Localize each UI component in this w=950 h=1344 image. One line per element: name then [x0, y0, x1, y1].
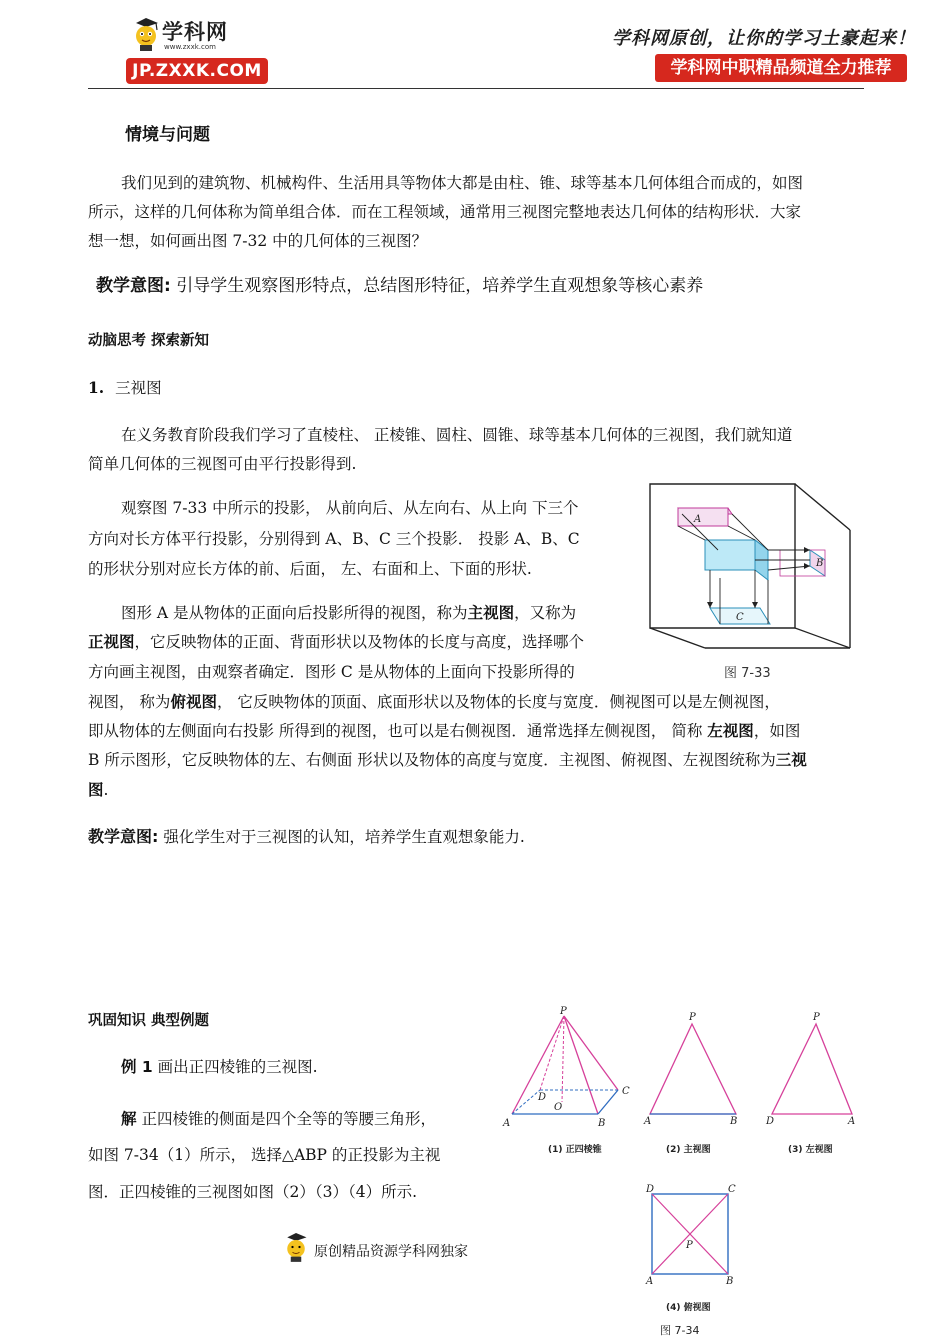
- label-b: B: [816, 558, 824, 569]
- mascot-icon: [282, 1230, 310, 1264]
- svg-text:C: C: [728, 1184, 736, 1195]
- paragraph-line: 方向画主视图，由观察者确定．图形 C 是从物体的上面向下投影所得的: [88, 663, 575, 681]
- svg-text:B: B: [598, 1118, 606, 1129]
- top-view-figure: [645, 1184, 736, 1313]
- header-banner[interactable]: 学科网中职精品频道全力推荐: [655, 54, 907, 82]
- list-item-label: 三视图: [115, 379, 162, 397]
- paragraph-line: 方向对长方体平行投影，分别得到 A、B、C 三个投影． 投影 A、B、C: [88, 530, 580, 548]
- section-heading-context: 情境与问题: [125, 125, 210, 145]
- intent-label: 教学意图:: [88, 827, 159, 846]
- solution-line: 如图 7-34（1）所示， 选择△ABP 的正投影为主视: [88, 1146, 441, 1164]
- example-1: [121, 1057, 318, 1077]
- solution-line: 图．正四棱锥的三视图如图（2）（3）（4）所示.: [88, 1183, 418, 1201]
- svg-text:B: B: [726, 1276, 734, 1287]
- intent-text: 引导学生观察图形特点，总结图形特征，培养学生直观想象等核心素养: [170, 276, 704, 296]
- list-item-title: [88, 378, 162, 398]
- teaching-intent: [88, 827, 525, 847]
- logo-name: 学科网: [162, 20, 228, 44]
- svg-text:A: A: [644, 1116, 652, 1127]
- paragraph-line: 想一想，如何画出图 7-32 中的几何体的三视图？: [88, 232, 428, 250]
- paragraph-line: 图.: [88, 781, 109, 799]
- section-heading-explore: 动脑思考 探索新知: [88, 333, 210, 349]
- intent-text: 强化学生对于三视图的认知，培养学生直观想象能力.: [158, 828, 525, 846]
- svg-text:A: A: [503, 1118, 511, 1129]
- header-slogan: 学科网原创，让你的学习土豪起来！: [612, 28, 916, 49]
- paragraph-line: 即从物体的左侧面向右投影 所得到的视图，也可以是右侧视图．通常选择左侧视图， 简称 左视图，如图: [88, 722, 801, 740]
- caption-3: (3) 左视图: [788, 1145, 833, 1155]
- teaching-intent: [96, 276, 703, 296]
- svg-text:D: D: [646, 1184, 655, 1195]
- paragraph-line: 观察图 7-33 中所示的投影， 从前向后、从左向右、从上向 下三个: [121, 499, 579, 517]
- svg-text:C: C: [622, 1086, 630, 1097]
- pyramid-figure: [502, 1006, 630, 1155]
- intent-label: 教学意图:: [96, 276, 171, 296]
- solution-line: 解 正四棱锥的侧面是四个全等的等腰三角形，: [121, 1109, 436, 1128]
- svg-text:P: P: [560, 1006, 567, 1017]
- caption-1: (1) 正四棱锥: [548, 1145, 602, 1155]
- figure-7-34: [500, 1004, 872, 1340]
- figure-caption-7-33: 图 7-33: [724, 666, 771, 681]
- figure-7-33: [640, 478, 860, 658]
- side-view-figure: [765, 1012, 855, 1155]
- svg-text:A: A: [848, 1116, 856, 1127]
- paragraph-line: 在义务教育阶段我们学习了直棱柱、 正棱锥、圆柱、圆锥、球等基本几何体的三视图，我们就知道: [121, 426, 793, 444]
- example-label: 例 1: [121, 1058, 153, 1076]
- paragraph-line: 图形 A 是从物体的正面向后投影所得的视图，称为主视图，又称为: [121, 604, 577, 622]
- footer-brand: [282, 1228, 522, 1268]
- front-view-figure: [643, 1012, 737, 1155]
- svg-text:A: A: [646, 1276, 654, 1287]
- list-item-number: 1.: [88, 378, 105, 397]
- logo-url: www.zxxk.com: [164, 43, 216, 51]
- example-text: 画出正四棱锥的三视图.: [152, 1058, 318, 1076]
- svg-text:P: P: [686, 1240, 693, 1251]
- svg-text:D: D: [538, 1092, 547, 1103]
- label-c: C: [736, 612, 744, 623]
- header-divider: [88, 88, 864, 89]
- paragraph-line: 我们见到的建筑物、机械构件、生活用具等物体大都是由柱、锥、球等基本几何体组合而成的，如图: [121, 174, 804, 192]
- footer-text: 原创精品资源学科网独家: [314, 1244, 468, 1260]
- svg-text:P: P: [813, 1012, 820, 1023]
- site-logo[interactable]: [120, 14, 270, 86]
- figure-caption-7-34: 图 7-34: [660, 1324, 700, 1337]
- label-a: A: [694, 514, 702, 525]
- caption-4: (4) 俯视图: [666, 1303, 711, 1313]
- paragraph-line: 简单几何体的三视图可由平行投影得到.: [88, 455, 357, 473]
- mascot-icon: [130, 16, 162, 52]
- svg-text:D: D: [766, 1116, 775, 1127]
- solution-label: 解: [121, 1109, 137, 1128]
- caption-2: (2) 主视图: [666, 1145, 711, 1155]
- paragraph-line: 的形状分别对应长方体的前、后面， 左、右面和上、下面的形状.: [88, 560, 532, 578]
- paragraph-line: 所示，这样的几何体称为简单组合体．而在工程领域，通常用三视图完整地表达几何体的结构形状．大家: [88, 203, 802, 221]
- section-heading-examples: 巩固知识 典型例题: [88, 1013, 210, 1029]
- paragraph-line: 正视图，它反映物体的正面、背面形状以及物体的长度与高度，选择哪个: [88, 633, 585, 651]
- svg-text:B: B: [730, 1116, 738, 1127]
- logo-badge: JP.ZXXK.COM: [126, 58, 268, 84]
- paragraph-line: B 所示图形，它反映物体的左、右侧面 形状以及物体的高度与宽度．主视图、俯视图、左视图统称为三视: [88, 751, 807, 769]
- svg-text:O: O: [554, 1102, 563, 1113]
- svg-text:P: P: [689, 1012, 696, 1023]
- paragraph-line: 视图， 称为俯视图， 它反映物体的顶面、底面形状以及物体的长度与宽度．侧视图可以是左侧视图，: [88, 693, 780, 711]
